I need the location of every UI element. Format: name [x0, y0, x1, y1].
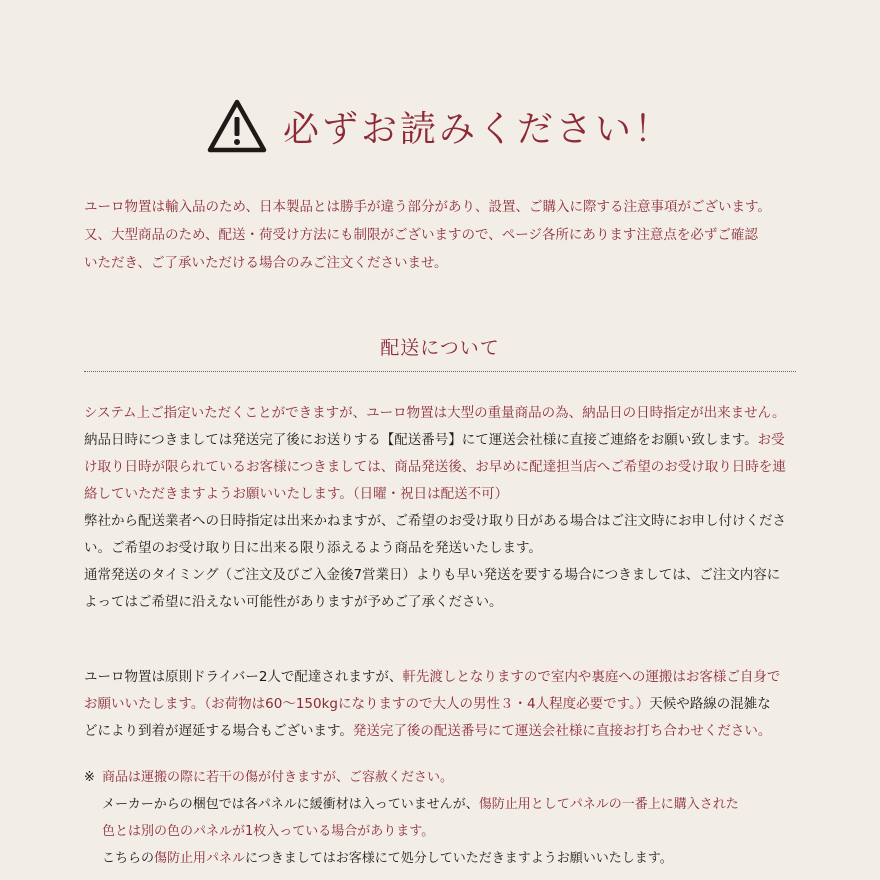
page-title: 必ずお読みください！ [282, 108, 673, 150]
text-line: け取り日時が限られているお客様につきましては、商品発送後、お早めに配達担当店へご希望のお受け取り日時を連 [84, 459, 786, 475]
delivery-handling [84, 664, 814, 745]
note-mark: ※ [84, 770, 95, 785]
text-line [84, 664, 814, 691]
text-line: よってはご希望に沿えない可能性がありますが予めご了承ください。 [84, 594, 503, 610]
note-line [84, 764, 814, 791]
text-line: 通常発送のタイミング（ご注文及びご入金後7営業日）よりも早い発送を要する場合につきましては、ご注文内容に [84, 567, 781, 583]
page-header [0, 98, 880, 154]
text-segment: 商品は運搬の際に若干の傷が付きますが、ご容赦ください。 [102, 770, 454, 785]
text-segment: につきましてはお客様にて処分していただきますようお願いいたします。 [245, 851, 673, 866]
intro-line: 又、大型商品のため、配送・荷受け方法にも制限がございますので、ページ各所にあります注意点を必ずご確認 [84, 227, 758, 243]
note-line [84, 845, 814, 872]
text-segment: メーカーからの梱包では各パネルに緩衝材は入っていませんが、 [102, 797, 479, 812]
text-segment: お受 [757, 432, 785, 448]
text-segment: 傷防止用パネル [154, 851, 246, 866]
section-heading-delivery: 配送について [380, 337, 500, 359]
dotted-divider [84, 371, 796, 372]
text-segment: 天候や路線の混雑な [649, 696, 771, 712]
text-segment: 納品日時につきましては発送完了後にお送りする【配送番号】にて運送会社様に直接ご連絡をお願い致します。 [84, 432, 758, 448]
text-line: 絡していただきますようお願いいたします。（日曜・祝日は配送不可） [84, 486, 509, 502]
text-line: 弊社から配送業者への日時指定は出来かねますが、ご希望のお受け取り日がある場合はご注文時にお申し付けくださ [84, 513, 786, 529]
text-segment: 発送完了後の配送番号にて運送会社様に直接お打ち合わせください。 [352, 723, 772, 739]
text-line [84, 718, 814, 745]
intro-line: いただき、ご了承いただける場合のみご注文くださいませ。 [84, 255, 448, 271]
intro-line: ユーロ物置は輸入品のため、日本製品とは勝手が違う部分があり、設置、ご購入に際する注意事項がございます。 [84, 199, 771, 215]
delivery-details [84, 400, 814, 616]
text-segment: 軒先渡しとなりますので室内や裏庭への運搬はお客様ご自身で [402, 669, 781, 685]
note-line [84, 791, 814, 818]
text-segment: ユーロ物置は原則ドライバー2人で配達されますが、 [84, 669, 403, 685]
intro-notice [84, 193, 814, 277]
text-segment: こちらの [102, 851, 155, 866]
note-line: 色とは別の色のパネルが1枚入っている場合があります。 [102, 824, 435, 839]
text-line: い。ご希望のお受け取り日に出来る限り添えるよう商品を発送いたします。 [84, 540, 542, 556]
text-line [84, 427, 814, 454]
text-segment: 傷防止用としてパネルの一番上に購入された [478, 797, 739, 812]
text-line: システム上ご指定いただくことができますが、ユーロ物置は大型の重量商品の為、納品日の日時指定が出来ません。 [84, 405, 786, 421]
notes-section [84, 764, 814, 872]
text-line [84, 691, 814, 718]
text-segment: どにより到着が遅延する場合もございます。 [84, 723, 353, 739]
warning-triangle-icon [207, 98, 267, 154]
text-segment: お願いいたします。（お荷物は60〜150kgになりますので大人の男性３・4人程度必要です。） [84, 696, 650, 712]
